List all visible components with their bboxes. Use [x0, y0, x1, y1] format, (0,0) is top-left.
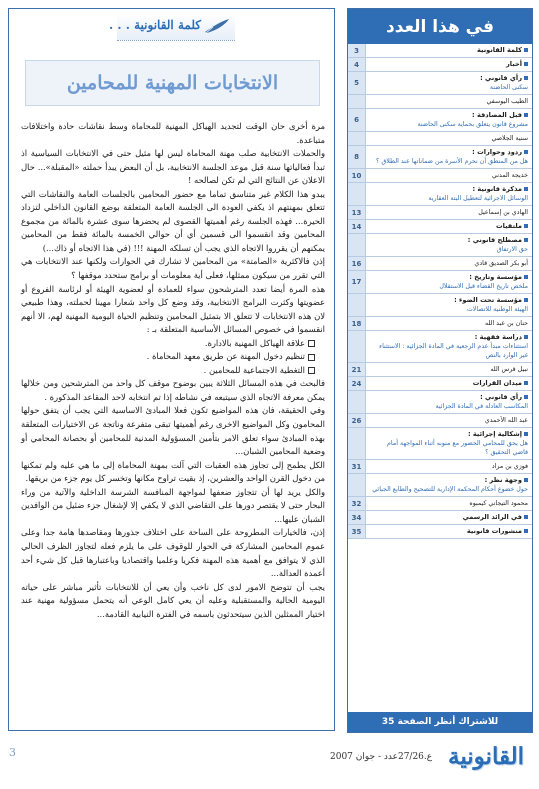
toc-category [370, 333, 528, 342]
toc-title: ملخص تاريخ القضاء قبل الاستقلال [439, 283, 528, 290]
issue-label: ع.27/26عدد - جوان 2007 [330, 752, 433, 762]
article-paragraph: والكل يريد لها أن تتجاوز ضعفها لمواجهة المنافسة الشرسة الداخلية والآتية من وراء البحار حتى لا يقتصر دورها على التقاضي الذي لا يكفي إلا لإشغال جزء ضئيل من الوافدين الشبان عليها... [21, 486, 325, 524]
toc-item-text [366, 460, 532, 473]
article-bullet-text: التغطية الاجتماعية للمحامين . [203, 364, 305, 375]
toc-category [370, 46, 528, 55]
toc-item[interactable] [348, 497, 532, 511]
square-bullet-icon [524, 62, 528, 66]
toc-page-number: 6 [348, 109, 366, 131]
toc-title: الوسائل الاجرائية لتعطيل البتة العقارية [428, 195, 528, 202]
toc-item-text [366, 377, 532, 390]
toc-item-text [366, 58, 532, 71]
toc-page-number: 3 [348, 44, 366, 57]
toc-item-text [366, 414, 532, 427]
toc-item[interactable] [348, 363, 532, 377]
toc-category-label: مصطلح قانوني : [467, 236, 522, 244]
toc-category-label: في الرائد الرسمي [462, 513, 522, 521]
toc-item[interactable] [348, 146, 532, 169]
toc-title: هل من المنطق أن نحرم الأسرة من ضماناتها عند الطلاق ؟ [376, 158, 528, 165]
toc-item-text [366, 72, 532, 94]
square-bullet-icon [524, 76, 528, 80]
section-banner-label: كلمة القانونية . . . [109, 18, 201, 32]
article-title: الانتخابات المهنية للمحامين [66, 72, 279, 94]
article-paragraph: مرة أخرى حان الوقت لتجديد الهياكل المهنية للمحاماة وسط نقاشات حادة واختلافات متباعدة. [21, 121, 325, 145]
toc-page-number: 26 [348, 414, 366, 427]
toc-page-number: 16 [348, 257, 366, 270]
toc-category [370, 111, 528, 120]
toc-item[interactable] [348, 377, 532, 391]
toc-item[interactable] [348, 257, 532, 271]
toc-title: استثناءات مبدأ عدم الرجعية في المادة الجزائية : الاستثناء غير الوارد بالنص [379, 343, 528, 359]
toc-item[interactable] [348, 95, 532, 109]
toc-category [370, 148, 528, 157]
toc-author: سنية الجلاصي [491, 135, 528, 142]
toc-page-number: 35 [348, 525, 366, 538]
toc-category [370, 236, 528, 245]
toc-author: الهادي بن إسماعيل [478, 209, 528, 216]
toc-title: هل يحق للمحامي الحضور مع منوبه أثناء المواجهة أمام قاضي التحقيق ؟ [387, 440, 528, 456]
article-title-box [25, 60, 320, 106]
article-bullet-text: تنظيم دخول المهنة عن طريق معهد المحاماة . [146, 351, 305, 362]
toc-page-number: 4 [348, 58, 366, 71]
toc-item-text [366, 132, 532, 145]
toc-page-number [348, 183, 366, 205]
toc-author: أبو بكر الصديق قادي [474, 260, 528, 267]
article-bullet-text: علاقة الهياكل المهنية بالادارة. [204, 337, 305, 348]
toc-category-label: منشورات قانونية [466, 527, 522, 535]
toc-category-label: رأي قانوني : [480, 74, 522, 82]
toc-item[interactable] [348, 220, 532, 234]
article-paragraph: فالبحث في هذه المسائل الثلاثة يبين بوضوح موقف كل واحد من المترشحين ومن خلالها يمكن معرفة الاتجاه الذي سيتبعه في نشاطه إذا تم انتخابه لاحد المقاعد المذكورة . [21, 378, 325, 402]
toc-category-label: مؤسسة تحت الضوء : [454, 296, 522, 304]
square-bullet-icon [524, 381, 528, 385]
toc-category-label: دراسة فقهية : [474, 333, 522, 341]
square-bullet-icon [524, 238, 528, 242]
toc-item[interactable] [348, 317, 532, 331]
square-bullet-icon [524, 335, 528, 339]
page-number: 3 [9, 746, 16, 759]
toc-category [370, 296, 528, 305]
toc-item-text [366, 206, 532, 219]
toc-category-label: أخبار [506, 60, 522, 68]
toc-item[interactable] [348, 234, 532, 257]
square-bullet-icon [524, 150, 528, 154]
toc-item[interactable] [348, 271, 532, 294]
toc-author: الطيب اليوسفي [486, 98, 528, 105]
toc-category [370, 222, 528, 231]
toc-item-text [366, 220, 532, 233]
toc-page-number [348, 391, 366, 413]
toc-title: حول خضوع أحكام المحكمة الإدارية للتصحيح والطابع الجبائي [372, 486, 528, 493]
subscription-note: للاشتراك أنظر الصفحة 35 [348, 712, 532, 732]
toc-page-number: 31 [348, 460, 366, 473]
square-bullet-icon [524, 529, 528, 533]
square-bullet-icon [524, 515, 528, 519]
toc-page-number [348, 234, 366, 256]
toc-item-text [366, 146, 532, 168]
toc-page-number: 21 [348, 363, 366, 376]
toc-item[interactable] [348, 331, 532, 363]
article-paragraph: إذن، فالخيارات المطروحة على الساحة على اختلاف جذورها ومقاصدها هامة جدا وعلى عموم المحامين المشاركة في الحوار للوقوف على ما يلزم فعله لتجاوز الظرف الحالي الذي لا يتوافق مع أهمية هذه المهنة فكريا وعلميا واقتصاديا وباعتبارها قبل كل شيء أحد أعمدة العدالة... [21, 527, 325, 579]
square-bullet-icon [524, 478, 528, 482]
toc-item[interactable] [348, 474, 532, 497]
toc-page-number: 5 [348, 72, 366, 94]
toc-category-label: إشكالية إجرائية : [468, 430, 522, 438]
article-paragraph: والحملات الانتخابية صلب مهنة المحاماة ليس لها مثيل حتى في الانتخابات السياسية اذ تبدأ فعالياتها سنة قبل موعد الجلسة الانتخابية، بل أن البعض يبدأ حملته «المقبلة»... حال الاعلان عن النتائج التي لم تكن لصالحه ! [21, 148, 325, 186]
toc-item-text [366, 363, 532, 376]
toc-item-text [366, 271, 532, 293]
checkbox-icon [308, 354, 315, 361]
toc-header-title: في هذا العدد [386, 16, 494, 37]
toc-item[interactable] [348, 428, 532, 460]
toc-header [348, 9, 532, 44]
toc-page-number: 18 [348, 317, 366, 330]
toc-item-text [366, 95, 532, 108]
toc-page-number: 13 [348, 206, 366, 219]
toc-item-text [366, 525, 532, 538]
toc-item[interactable] [348, 206, 532, 220]
toc-item-text [366, 183, 532, 205]
toc-page-number [348, 294, 366, 316]
toc-category-label: مذكرة قانونية : [472, 185, 522, 193]
toc-page-number [348, 132, 366, 145]
toc-item-text [366, 474, 532, 496]
toc-page-number: 34 [348, 511, 366, 524]
toc-category [370, 60, 528, 69]
toc-title: سكنى الحاضنة [489, 84, 528, 91]
toc-author: نبيل قرس الله [490, 366, 528, 373]
toc-page-number: 32 [348, 497, 366, 510]
toc-category [370, 430, 528, 439]
toc-item[interactable] [348, 511, 532, 525]
toc-item-text [366, 317, 532, 330]
article-paragraph: يجب أن تتوضح الامور لدى كل ناخب وأن يعي أن للانتخابات تأثير مباشر على حياته اليومية الحالية والمستقبلية وعليه أن يعي كامل الوعي أنه يتحمل مسؤولية مهنية عند اختيار الممثلين الذين سيتحدثون باسمه في الفترة النيابية القادمة... [21, 581, 325, 619]
toc-page-number: 14 [348, 220, 366, 233]
toc-category [370, 527, 528, 536]
toc-page-number: 10 [348, 169, 366, 182]
toc-category-label: رأي قانوني : [480, 393, 522, 401]
toc-item-text [366, 234, 532, 256]
toc-item-text [366, 391, 532, 413]
article-bullet-list [21, 337, 325, 378]
toc-title: مشروع قانون يتعلق بحماية سكنى الحاضنة [417, 121, 528, 128]
toc-category-label: وجهة نظر : [484, 476, 522, 484]
article-bullet [21, 364, 315, 378]
toc-item[interactable] [348, 391, 532, 414]
toc-item[interactable] [348, 44, 532, 58]
square-bullet-icon [524, 395, 528, 399]
toc-category [370, 513, 528, 522]
toc-author: فوزي بن مراد [491, 463, 528, 470]
toc-item-text [366, 169, 532, 182]
toc-category-label: قبل المصادقة : [472, 111, 522, 119]
toc-page-number [348, 428, 366, 459]
toc-page-number: 24 [348, 377, 366, 390]
toc-author: عبد الله الأحمدي [484, 417, 528, 424]
toc-page-number: 8 [348, 146, 366, 168]
checkbox-icon [308, 340, 315, 347]
toc-category-label: كلمة القانونية [477, 46, 522, 54]
toc-page-number [348, 95, 366, 108]
toc-item[interactable] [348, 525, 532, 539]
section-banner [109, 13, 235, 41]
toc-list [348, 44, 532, 539]
toc-item[interactable] [348, 460, 532, 474]
square-bullet-icon [524, 298, 528, 302]
toc-category-label: ملتقيات [495, 222, 522, 230]
toc-item[interactable] [348, 294, 532, 317]
toc-category [370, 185, 528, 194]
toc-category-label: ردود وحوارات : [472, 148, 522, 156]
toc-item[interactable] [348, 109, 532, 132]
toc-item[interactable] [348, 132, 532, 146]
toc-title: الهيئة الوطنية للاتصالات [466, 306, 528, 313]
toc-category [370, 393, 528, 402]
toc-author: حنان بن عبد الله [485, 320, 528, 327]
toc-page-number [348, 474, 366, 496]
magazine-logo: القانونية [448, 743, 524, 770]
toc-item[interactable] [348, 169, 532, 183]
toc-author: خديجة المدني [491, 172, 528, 179]
square-bullet-icon [524, 48, 528, 52]
checkbox-icon [308, 367, 315, 374]
toc-item-text [366, 497, 532, 510]
toc-item[interactable] [348, 58, 532, 72]
square-bullet-icon [524, 432, 528, 436]
toc-author: محمود التيجاني كيمبوه [469, 500, 528, 507]
toc-category [370, 74, 528, 83]
article-paragraph: وفي الحقيقة، فان هذه المواضيع تكون فعلا المبادئ الاساسية التي يجب أن يتفق حولها المحامون وكل المواضيع الاخرى رغم أهميتها تبقى متفرعة وناتجة عن الاختيارات المتعلقة بهذه المبادئ سواء تعلق الامر بتأمين المسؤولية المدنية للمحامين أو بحصانة المحامي أو وضعية المحامين الشبان... [21, 405, 325, 457]
toc-title: حق الارتفاق [496, 246, 528, 253]
toc-category [370, 379, 528, 388]
article-bullet [21, 350, 315, 364]
toc-item-text [366, 428, 532, 459]
square-bullet-icon [524, 275, 528, 279]
toc-category [370, 476, 528, 485]
toc-item-text [366, 511, 532, 524]
article-panel [8, 8, 335, 731]
toc-item-text [366, 294, 532, 316]
toc-page-number: 17 [348, 271, 366, 293]
toc-category-label: ميدان القرارات [472, 379, 522, 387]
toc-item-text [366, 257, 532, 270]
square-bullet-icon [524, 113, 528, 117]
table-of-contents [347, 8, 533, 733]
toc-item[interactable] [348, 414, 532, 428]
toc-category [370, 273, 528, 282]
square-bullet-icon [524, 224, 528, 228]
square-bullet-icon [524, 187, 528, 191]
toc-item[interactable] [348, 183, 532, 206]
article-body [21, 120, 325, 621]
toc-item-text [366, 44, 532, 57]
article-paragraph: إذن فالاكثرية «الصامتة» من المحامين لا تشارك في الحوارات ولكنها عند الانتخابات هي التي تقرر من سيكون ممثلها، فعلى أية معلومات أو برامج ستحدد موقفها ؟ [21, 256, 325, 281]
toc-item-text [366, 109, 532, 131]
toc-item[interactable] [348, 72, 532, 95]
article-bullet [21, 337, 315, 351]
article-paragraph: الكل يطمح إلى تجاوز هذه العقبات التي آلت بمهنة المحاماة إلى ما هي عليه ولم تمكنها من دخول القرن الواحد والعشرين، إذ بقيت تراوح مكانها وتخسر كل يوم جزء من بريقها. [21, 459, 325, 484]
quill-pen-icon [203, 16, 231, 36]
article-paragraph: هذه المرة أيضا تعدد المترشحون سواء للعمادة أو لعضوية الهيئة أو لرئاسة الفروع أو عضويتها وكثرت البرامج الانتخابية، وقد وضع كل واحد شعارا مهينا لحملته، وهذا طبيعي لان هذه الانتخابات لا تتعلق الا بتمثيل المحامين وتنظيم الحياة اليومية المهنية لهم، الا أنهم انقسموا في خصوص المسائل الأساسية المتعلقة بـ : [21, 283, 325, 335]
toc-page-number [348, 331, 366, 362]
article-paragraph: يبدو هذا الكلام غير متناسق تماما مع حضور المحامين بالجلسات العامة والنقاشات التي تتعلق بمهنتهم اذ يكفي العودة الى الجلسة العامة المتعلقة بوضع القانون الداخلي لتزداد الحيرة... فهذه الجلسة رغم أهميتها القصوى لم يحضرها سوى عشرة بالمائة من مجموع المحامين وقد انقسموا الى قسمين أي أن حوالي الخمسة بالمائة فقط من المحامين يمكنهم أن يقرروا الاتجاه الذي يجب أن تسلكه المهنة !!! (في هذا الاتجاه أو ذاك...) [21, 188, 325, 253]
toc-item-text [366, 331, 532, 362]
toc-category-label: مؤسسة وتاريخ : [469, 273, 522, 281]
toc-title: المكاسب العادلة في المادة الجزائية [435, 403, 528, 410]
